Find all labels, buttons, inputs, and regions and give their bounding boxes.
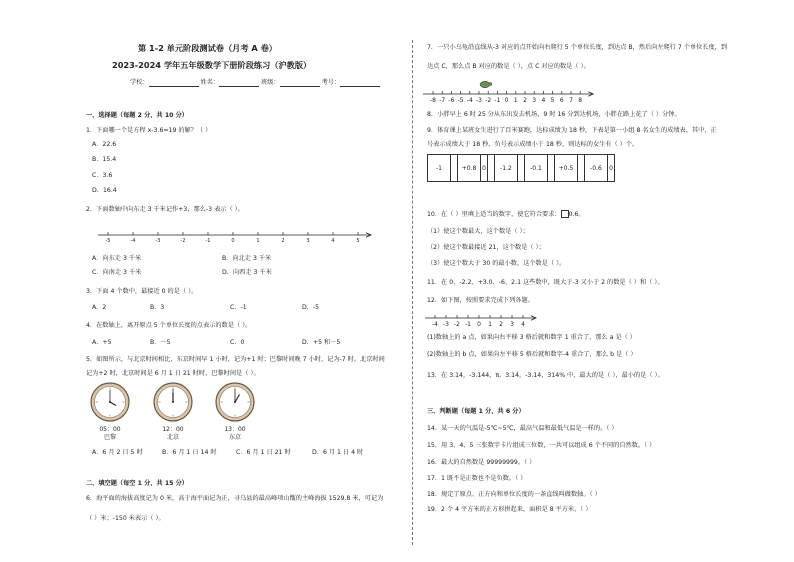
q8-text[interactable]: 8．小胖早上 6 时 25 分从东出发去机场，9 时 16 分到达机场，小胖在路上花了（ ）分钟。: [427, 111, 681, 118]
number-line-label: 1: [488, 321, 492, 328]
table-cell: -1.2: [495, 155, 518, 182]
table-cell: +0.5: [555, 155, 578, 182]
class-label: 班级：: [261, 79, 280, 86]
q5-option-a[interactable]: A．6 月 2 日 5 时: [92, 449, 143, 456]
q1-option-a[interactable]: A．22.6: [92, 141, 117, 148]
q10-item-2[interactable]: （2）使这个数最接近 21，这个数是（ ）；: [427, 244, 545, 251]
paris-clock-icon: [90, 382, 130, 422]
number-line-label: -1: [205, 238, 211, 244]
number-line-label: 5: [356, 238, 360, 244]
number-line-label: -3: [155, 238, 161, 244]
number-line-label: -2: [454, 321, 460, 328]
q3-option-b[interactable]: B．3: [150, 304, 165, 311]
number-line-label: 0: [231, 238, 235, 244]
number-line-label: -5: [457, 97, 464, 104]
number-line-label: -8: [430, 97, 436, 104]
q3-stem: 3．下面 4 个数中，最接近 0 的是（ ）。: [86, 288, 198, 295]
number-line-label: 6: [559, 97, 564, 104]
q12-stem: 12．如下图，按照要求完成下列各题。: [427, 297, 534, 304]
number-line-label: -3: [476, 97, 482, 104]
table-cell: 0: [608, 155, 615, 182]
page-title: 第 1-2 单元阶段测试卷（月考 A 卷）: [138, 43, 277, 53]
number-line-label: 5: [550, 97, 555, 104]
table-cell: 0: [481, 155, 488, 182]
q16-text[interactable]: 16．最大的自然数是 99999999。（ ）: [427, 459, 536, 466]
number-line-label: -4: [130, 238, 136, 244]
number-line-label: -2: [485, 97, 492, 104]
paris-clock-time: 05：00: [99, 426, 121, 433]
q1-stem: 1．下面哪一个是方程 x-3.6=19 的解？（ ）: [86, 127, 212, 134]
q12-number-line: [427, 312, 547, 330]
q7-number-line: [427, 88, 597, 106]
q9-line1: 9．体育课上某班女生进行了百米赛跑，达标成绩为 18 秒，下表是第一小组 8 名女生的成绩表。其中，正: [427, 127, 717, 134]
number-line-label: -7: [439, 97, 446, 104]
q4-option-b[interactable]: B．－5: [150, 339, 171, 346]
q5-stem-line2: 记为+2 时，北京时间是 6 月 1 日 21 时时，巴黎时间是（ ）。: [86, 370, 260, 377]
number-line-label: 2: [281, 238, 285, 244]
table-row: [428, 155, 615, 182]
beijing-clock-time: 12：00: [162, 426, 184, 433]
q9-results-table: [427, 154, 615, 182]
exam-number-blank[interactable]: [340, 79, 380, 87]
number-line-label: 8: [578, 97, 583, 104]
right-column: [413, 0, 794, 562]
number-line-label: 1: [513, 97, 518, 104]
q10-item-3[interactable]: （3）使这个数大于 30 的最小数，这个数是（ ）。: [427, 260, 566, 267]
number-line-label: -4: [466, 97, 473, 104]
q2-option-b[interactable]: B．向北走 3 千米: [222, 255, 272, 262]
number-line-label: 0: [477, 321, 481, 328]
number-line-label: -2: [180, 238, 186, 244]
q2-option-d[interactable]: D．向西走 3 千米: [222, 269, 272, 276]
q1-option-c[interactable]: C．3.6: [92, 172, 113, 179]
number-line-label: 7: [569, 97, 573, 104]
number-line-label: 3: [306, 238, 310, 244]
number-line-label: 2: [523, 97, 527, 104]
class-blank[interactable]: [280, 79, 320, 87]
table-cell: -0.6: [585, 155, 608, 182]
q4-option-c[interactable]: C．0: [230, 339, 245, 346]
q11-text[interactable]: 11．在 0、-2.2、+3.0、-6、2.1 这些数中，既大于-3 又小于 2 的数是（ ）和（ ）。: [427, 279, 664, 286]
number-line-label: 0: [504, 97, 509, 104]
tokyo-city-label: 东京: [228, 434, 241, 441]
q1-option-d[interactable]: D．16.4: [92, 187, 117, 194]
q7-line1: 7．一只小乌龟沿直线从-3 对应的点开始向右爬行 5 个单位长度，到达点 B，然后向左爬行 7 个单位长度，到: [427, 44, 728, 51]
q10-stem-text: 10．在（ ）里填上适当的数字，使它符合要求：: [427, 211, 561, 218]
q18-text[interactable]: 18．规定了原点、正方向和单位长度的一条直线叫做数轴。（ ）: [427, 491, 601, 498]
school-blank[interactable]: [149, 79, 199, 87]
page-subtitle: 2023-2024 学年五年级数学下册阶段练习（沪教版）: [112, 60, 312, 70]
student-info-fields: [130, 79, 380, 87]
q12-item-1[interactable]: (1)数轴上的 a 点，如果向右平移 3 格后就和数字 1 重合了，那么 a 是（ ）: [427, 334, 636, 341]
q5-option-d[interactable]: D．6 月 1 日 4 时: [312, 449, 364, 456]
number-line-label: -1: [465, 321, 471, 328]
number-line-label: 2: [499, 321, 503, 328]
number-line-label: 3: [510, 321, 514, 328]
q10-stem-tail: 0.6。: [568, 211, 585, 218]
q17-text[interactable]: 17．1 既不是正数也不是负数。（ ）: [427, 475, 527, 482]
q13-text[interactable]: 13．在 3.14，-3.144，π，3.14̇，-3.14，314% 中，最大的是（ ），最小的是（ ）。: [427, 372, 664, 379]
school-label: 学校：: [130, 79, 149, 86]
section-heading-choice: 一、选择题（每题 2 分，共 10 分）: [86, 112, 188, 119]
q5-option-b[interactable]: B．6 月 1 日 14 时: [162, 449, 217, 456]
number-line-label: 4: [521, 321, 525, 328]
q10-item-1[interactable]: （1）使这个数最大，这个数是（ ）；: [427, 228, 529, 235]
q1-option-b[interactable]: B．15.4: [92, 156, 117, 163]
q4-option-a[interactable]: A．+5: [92, 339, 112, 346]
q3-option-d[interactable]: D．-5: [302, 304, 320, 311]
section-heading-judge: 三、判断题（每题 1 分，共 6 分）: [427, 408, 525, 415]
number-line-label: 1: [256, 238, 260, 244]
paris-city-label: 巴黎: [103, 434, 116, 441]
name-label: 姓名：: [200, 79, 220, 86]
q4-stem: 4．在数轴上，离开原点 5 个单位长度的点表示的数是（ ）。: [86, 322, 252, 329]
q9-line2[interactable]: 号表示成绩大于 18 秒，负号表示成绩小于 18 秒，则达标的女生有（ ）个。: [427, 141, 639, 148]
tokyo-clock-icon: [215, 382, 255, 422]
tokyo-clock-time: 13：00: [224, 426, 246, 433]
q2-stem: 2．下面数轴中向东走 3 千米记作+3，那么-3 表示（ ）。: [86, 206, 244, 213]
table-cell: -1: [428, 155, 451, 182]
table-cell: -0.1: [525, 155, 548, 182]
q19-text[interactable]: 19．2 个 4 平方米的正方形拼起来，面积是 8 平方米。（ ）: [427, 506, 592, 513]
beijing-clock-icon: [153, 382, 193, 422]
number-line-label: -1: [494, 97, 501, 104]
q3-option-c[interactable]: C．-1: [230, 304, 247, 311]
q6-line2[interactable]: （ ）米；-150 米表示（ ）。: [86, 515, 165, 522]
q7-line2[interactable]: 达点 C，那么点 B 对应的数是（ ），点 C 对应的数是（ ）。: [427, 63, 590, 70]
q14-text[interactable]: 14．某一天的气温是-5℃~5℃，最高气温和最低气温是一样的。（ ）: [427, 425, 618, 432]
number-line-label: -3: [443, 321, 449, 328]
q2-option-a[interactable]: A．向东走 3 千米: [92, 255, 142, 262]
section-heading-fill: 二、填空题（每空 1 分，共 15 分）: [86, 480, 188, 487]
q10-stem: [427, 210, 585, 219]
q12-item-2[interactable]: (2)数轴上的 b 点，如果向左平移 5 格后就和数字-4 重合了，那么 b 是（ ）: [427, 351, 637, 358]
q5-option-c[interactable]: C．6 月 1 日 21 时: [236, 449, 291, 456]
table-cell: +0.8: [458, 155, 481, 182]
exam-number-label: 考号：: [321, 79, 341, 86]
number-line-label: -5: [105, 238, 111, 244]
number-line-label: 4: [541, 97, 546, 104]
turtle-icon: [478, 80, 492, 88]
q5-stem-line1: 5．如图所示，与北京时间相比，东京时间早 1 小时，记为+1 时；巴黎时间晚 7 小时，记为-7 时。北京时间: [86, 356, 385, 363]
q10-digit-box[interactable]: [561, 210, 569, 218]
q2-number-line: [88, 227, 388, 249]
beijing-city-label: 北京: [166, 434, 179, 441]
q15-text[interactable]: 15．用 3、4、5 三张数字卡片组成三位数，一共可以组成 6 个不同的自然数。（ ）: [427, 442, 656, 449]
q4-option-d[interactable]: D．+5 和－5: [302, 339, 341, 346]
number-line-label: 4: [331, 238, 335, 244]
q2-option-c[interactable]: C．向南走 3 千米: [92, 269, 142, 276]
number-line-label: -6: [448, 97, 455, 104]
number-line-label: 3: [532, 97, 537, 104]
q6-line1: 6．海平面的海拔高度记为 0 米，高于海平面记为正，寻乌县的最高峰项山甑的主峰海拔 1529.8 米，可记为: [86, 495, 384, 502]
number-line-label: -4: [432, 321, 438, 328]
q3-option-a[interactable]: A．2: [92, 304, 107, 311]
name-blank[interactable]: [219, 79, 259, 87]
